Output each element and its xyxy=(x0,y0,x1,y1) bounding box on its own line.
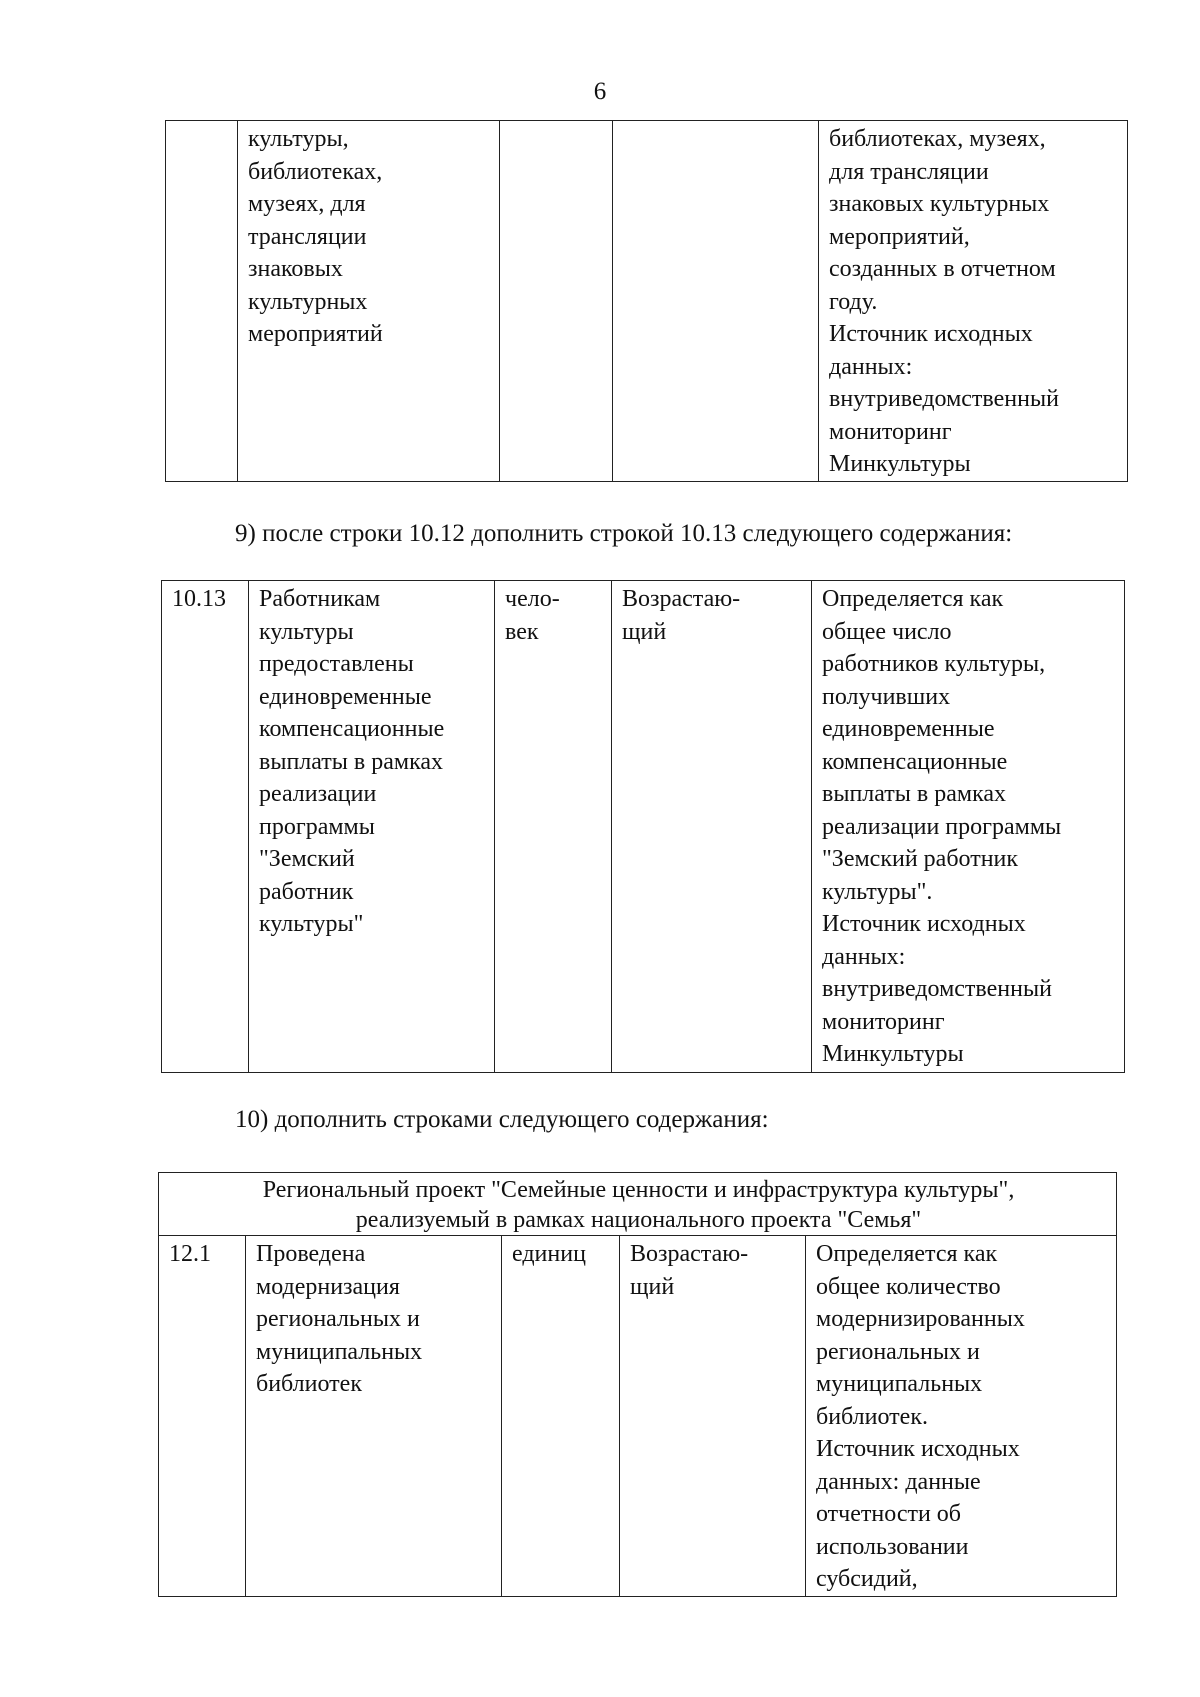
cell-unit: чело- век xyxy=(495,581,612,1073)
table-row xyxy=(159,1236,1117,1597)
paragraph-9: 9) после строки 10.12 дополнить строкой 10.13 следующего содержания: xyxy=(235,520,1013,547)
cell-num: 10.13 xyxy=(162,581,249,1073)
cell-method: библиотеках, музеях, для трансляции знаковых культурных мероприятий, созданных в отчетном году. Источник исходных данных: внутриведомственный мониторинг Минкультуры xyxy=(819,121,1128,482)
table-regional-project xyxy=(158,1172,1117,1597)
cell-name: Работникам культуры предоставлены единовременные компенсационные выплаты в рамках реализации программы "Земский работник культуры" xyxy=(249,581,495,1073)
table-header-row xyxy=(159,1173,1117,1236)
table-row xyxy=(166,121,1128,482)
project-header: Региональный проект "Семейные ценности и инфраструктура культуры", реализуемый в рамках национального проекта "Семья" xyxy=(159,1173,1117,1236)
cell-unit: единиц xyxy=(502,1236,620,1597)
cell-num xyxy=(166,121,238,482)
cell-num: 12.1 xyxy=(159,1236,246,1597)
cell-unit xyxy=(500,121,613,482)
cell-type xyxy=(613,121,819,482)
cell-type: Возрастаю- щий xyxy=(612,581,812,1073)
table-fragment xyxy=(165,120,1128,482)
cell-method: Определяется как общее число работников культуры, получивших единовременные компенсационные выплаты в рамках реализации программы "Земский работник культуры". Источник исходных данных: внутриведомственный мониторинг Минкультуры xyxy=(812,581,1125,1073)
table-row-10-13 xyxy=(161,580,1125,1073)
cell-method: Определяется как общее количество модернизированных региональных и муниципальных библиотек. Источник исходных данных: данные отчетности об использовании субсидий, xyxy=(806,1236,1117,1597)
page-number: 6 xyxy=(593,78,607,105)
table-row xyxy=(162,581,1125,1073)
cell-type: Возрастаю- щий xyxy=(620,1236,806,1597)
cell-name: Проведена модернизация региональных и муниципальных библиотек xyxy=(246,1236,502,1597)
cell-name: культуры, библиотеках, музеях, для трансляции знаковых культурных мероприятий xyxy=(238,121,500,482)
paragraph-10: 10) дополнить строками следующего содержания: xyxy=(235,1106,769,1133)
